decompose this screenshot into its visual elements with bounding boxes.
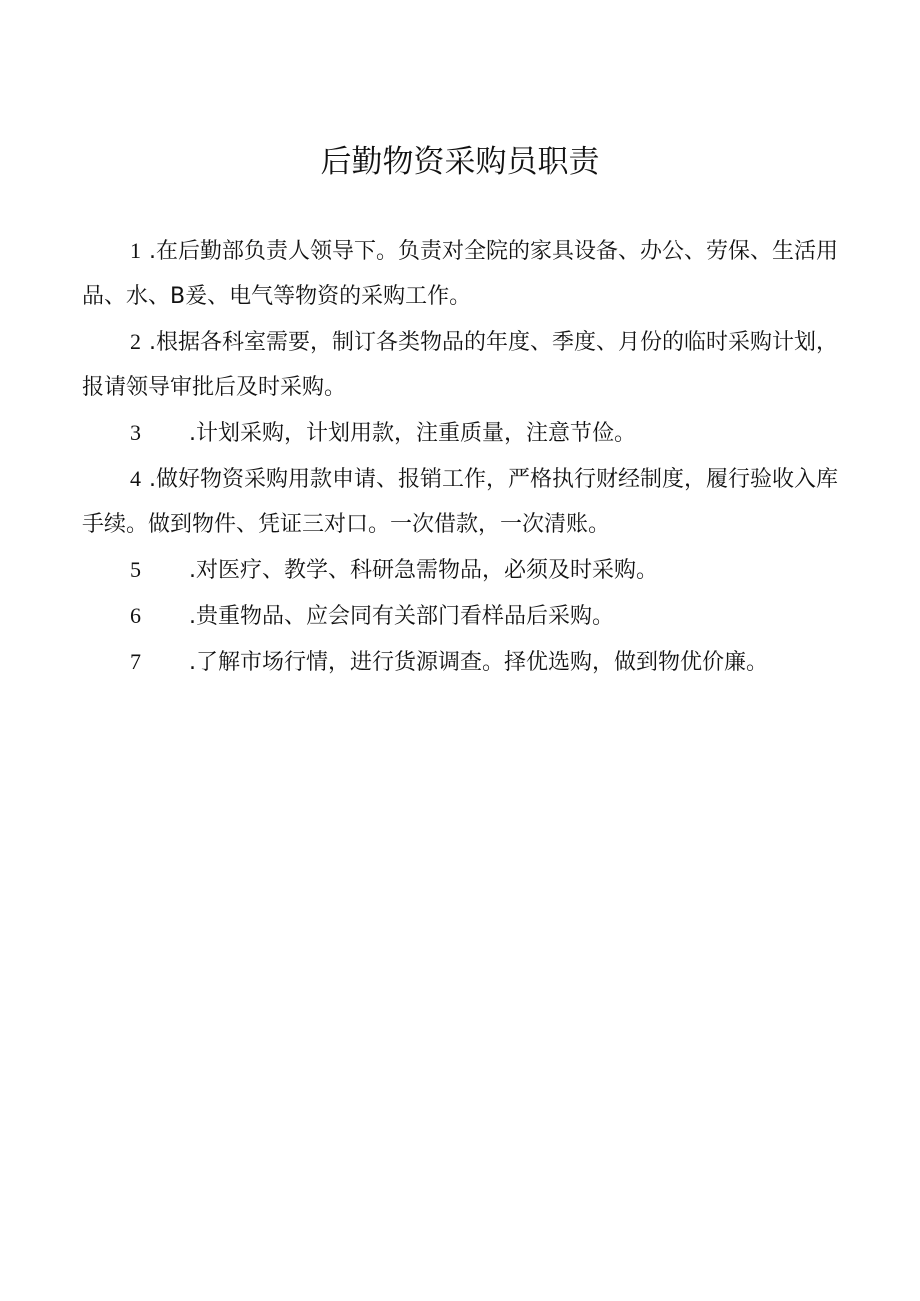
duty-item-text: .根据各科室需要，制订各类物品的年度、季度、月份的临时采购计划，报请领导审批后及时采购。 [82, 330, 838, 400]
duty-item-3 [82, 410, 838, 456]
duty-item-text: .对医疗、教学、科研急需物品，必须及时采购。 [189, 558, 658, 583]
duty-item-7 [82, 639, 838, 685]
duty-item-number: 4 [130, 466, 141, 491]
document-title: 后勤物资采购员职责 [320, 144, 600, 180]
duty-item-text: .了解市场行情，进行货源调查。择优选购，做到物优价廉。 [189, 650, 768, 675]
duty-item-4 [82, 456, 838, 547]
duty-item-number: 2 [130, 329, 141, 354]
duty-item-number: 5 [130, 557, 141, 582]
duty-item-number: 3 [130, 420, 141, 445]
duty-item-number: 7 [130, 649, 141, 674]
duty-item-1 [82, 228, 838, 319]
duty-item-number: 6 [130, 603, 141, 628]
duty-item-text: .在后勤部负责人领导下。负责对全院的家具设备、办公、劳保、生活用品、水、B爰、电气等物资的采购工作。 [82, 239, 838, 309]
duty-item-text: .贵重物品、应会同有关部门看样品后采购。 [189, 604, 614, 629]
duty-item-6 [82, 593, 838, 639]
duty-item-number: 1 [130, 238, 141, 263]
duty-item-text: .做好物资采购用款申请、报销工作，严格执行财经制度，履行验收入库手续。做到物件、凭证三对口。一次借款，一次清账。 [82, 467, 838, 537]
duty-item-2 [82, 319, 838, 410]
duty-list [82, 228, 838, 685]
duty-item-5 [82, 547, 838, 593]
duty-item-text: .计划采购，计划用款，注重质量，注意节俭。 [189, 421, 636, 446]
